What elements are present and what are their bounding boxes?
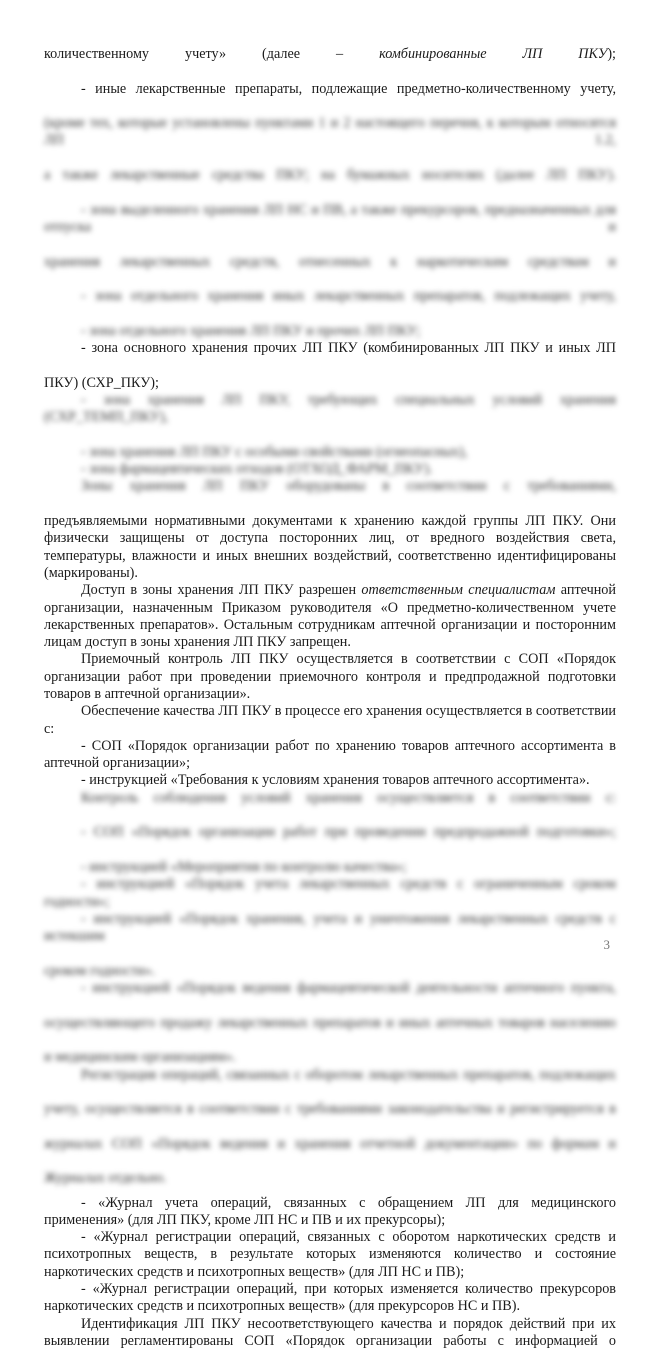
blurred-line: а также лекарственные средства ПКУ; на бумажных носителях (далее ЛП ПКУ). [44,167,616,184]
list-item: - «Журнал регистрации операций, при которых изменяется количество прекурсоров наркотических средств и психотропных веществ» (для прекурсоров НС и ПВ). [44,1281,616,1315]
text: ); [607,46,616,62]
list-item: - инструкцией «Требования к условиям хранения товаров аптечного ассортимента». [81,772,590,789]
paragraph: предъявляемыми нормативными документами к хранению каждой группы ЛП ПКУ. Они физически защищены от доступа посторонних лиц, от вредного воздействия света, температуры, влажности и иных внешних воздействий, соответственно идентифицированы (маркированы). [44,513,616,581]
blurred-line: - инструкцией «Порядок учета лекарственных средств с ограниченным сроком годности»; [44,876,616,910]
list-item: - СОП «Порядок организации работ по хранению товаров аптечного ассортимента в аптечной организации»; [44,737,616,772]
paragraph [44,582,616,651]
italic-text: комбинированные ЛП ПКУ [379,46,608,62]
blurred-line: - зона отдельного хранения ЛП ПКУ и прочих ЛП ПКУ; [81,322,421,339]
blurred-line: сроком годности». [44,962,156,979]
blurred-section [44,392,616,513]
blurred-line: - СОП «Порядок организации работ при проведении предпродажной подготовки»; [81,824,616,841]
blurred-line: Регистрация операций, связанных с оборотом лекарственных препаратов, подлежащих [81,1066,616,1083]
blurred-section [44,790,616,1188]
list-item: - зона основного хранения прочих ЛП ПКУ (комбинированных ЛП ПКУ и иных ЛП [81,340,616,357]
blurred-line: и медицинским организациям». [44,1049,236,1066]
document-body [44,46,616,1368]
text: аптечной организации, назначенным Приказом руководителя «О предметно-количественном учете лекарственных препаратов». Остальным сотрудникам аптечной организации и посторонним лицам доступ в зоны хранения ЛП ПКУ запрещен. [44,582,616,651]
list-item: ПКУ) (СХР_ПКУ); [44,374,159,391]
text: Доступ в зоны хранения ЛП ПКУ разрешен [81,582,362,599]
blurred-line: (кроме тех, которые установлены пунктами 1 и 2 настоящего перечня, к которым относятся ЛП 1.2, [44,115,616,149]
list-item: - иные лекарственные препараты, подлежащие предметно-количественному учету, [81,80,616,97]
italic-text: ответственным специалистам [361,582,556,599]
blurred-line: - зона хранения ЛП ПКУ с особыми свойствами (огнеопасных), [81,443,468,460]
page-number: 3 [603,937,610,952]
blurred-line: - зона фармацевтических отходов (ОТХОД_ФАРМ_ПКУ). [81,461,433,478]
paragraph [44,46,616,81]
blurred-line: - инструкцией «Мероприятия по контролю качества»; [81,858,407,875]
list-item: - «Журнал регистрации операций, связанных с оборотом наркотических средств и психотропных веществ, в результате которых изменяются количество и состояние наркотических средств и психотропных веществ» (для ЛП НС и ПВ); [44,1229,616,1280]
paragraph: Идентификация ЛП ПКУ несоответствующего качества и порядок действий при их выявлении регламентированы СОП «Порядок организации работы с информацией о [44,1315,616,1349]
blurred-line: учету, осуществляется в соответствии с требованиями законодательства и регистрируется в [44,1101,616,1118]
blurred-line: Контроль соблюдения условий хранения осуществляется в соответствии с: [81,789,616,806]
paragraph: Обеспечение качества ЛП ПКУ в процессе его хранения осуществляется в соответствии с: [44,703,616,737]
blurred-section [44,115,616,340]
blurred-line: - инструкцией «Порядок хранения, учета и уничтожения лекарственных средств с истекшим [44,910,616,945]
blurred-line: - инструкцией «Порядок ведения фармацевтической деятельности аптечного пункта, [81,980,616,997]
blurred-line: хранения лекарственных средств, отнесенных к наркотическим средствам и [44,253,616,270]
blurred-line: - зона отдельного хранения иных лекарственных препаратов, подлежащих учету, [81,288,616,305]
spacer [44,1188,616,1195]
paragraph: Приемочный контроль ЛП ПКУ осуществляется в соответствии с СОП «Порядок организации работ при проведении приемочного контроля и предпродажной подготовки товаров в аптечной организации». [44,651,616,702]
blurred-line: - зона выделенного хранения ЛП НС и ПВ, а также прекурсоров, предназначенных для отпуска и [44,201,616,235]
blurred-line: Журналах отдельно. [44,1170,167,1187]
blurred-line: - зона хранения ЛП ПКУ, требующих специальных условий хранения (СХР_ТЕМП_ПКУ), [44,391,616,426]
blurred-line: журналах СОП «Порядок ведения и хранения отчетной документации» по формам и [44,1135,616,1152]
blurred-line: Зоны хранения ЛП ПКУ оборудованы в соответствии с требованиями, [81,478,616,495]
blurred-line: осуществляющего продажу лекарственных препаратов и иных аптечных товаров населению [44,1014,616,1031]
text: количественному учету» (далее – [44,46,344,62]
list-item: - «Журнал учета операций, связанных с обращением ЛП для медицинского применения» (для ЛП ПКУ, кроме ЛП НС и ПВ и их прекурсоры); [44,1194,616,1228]
